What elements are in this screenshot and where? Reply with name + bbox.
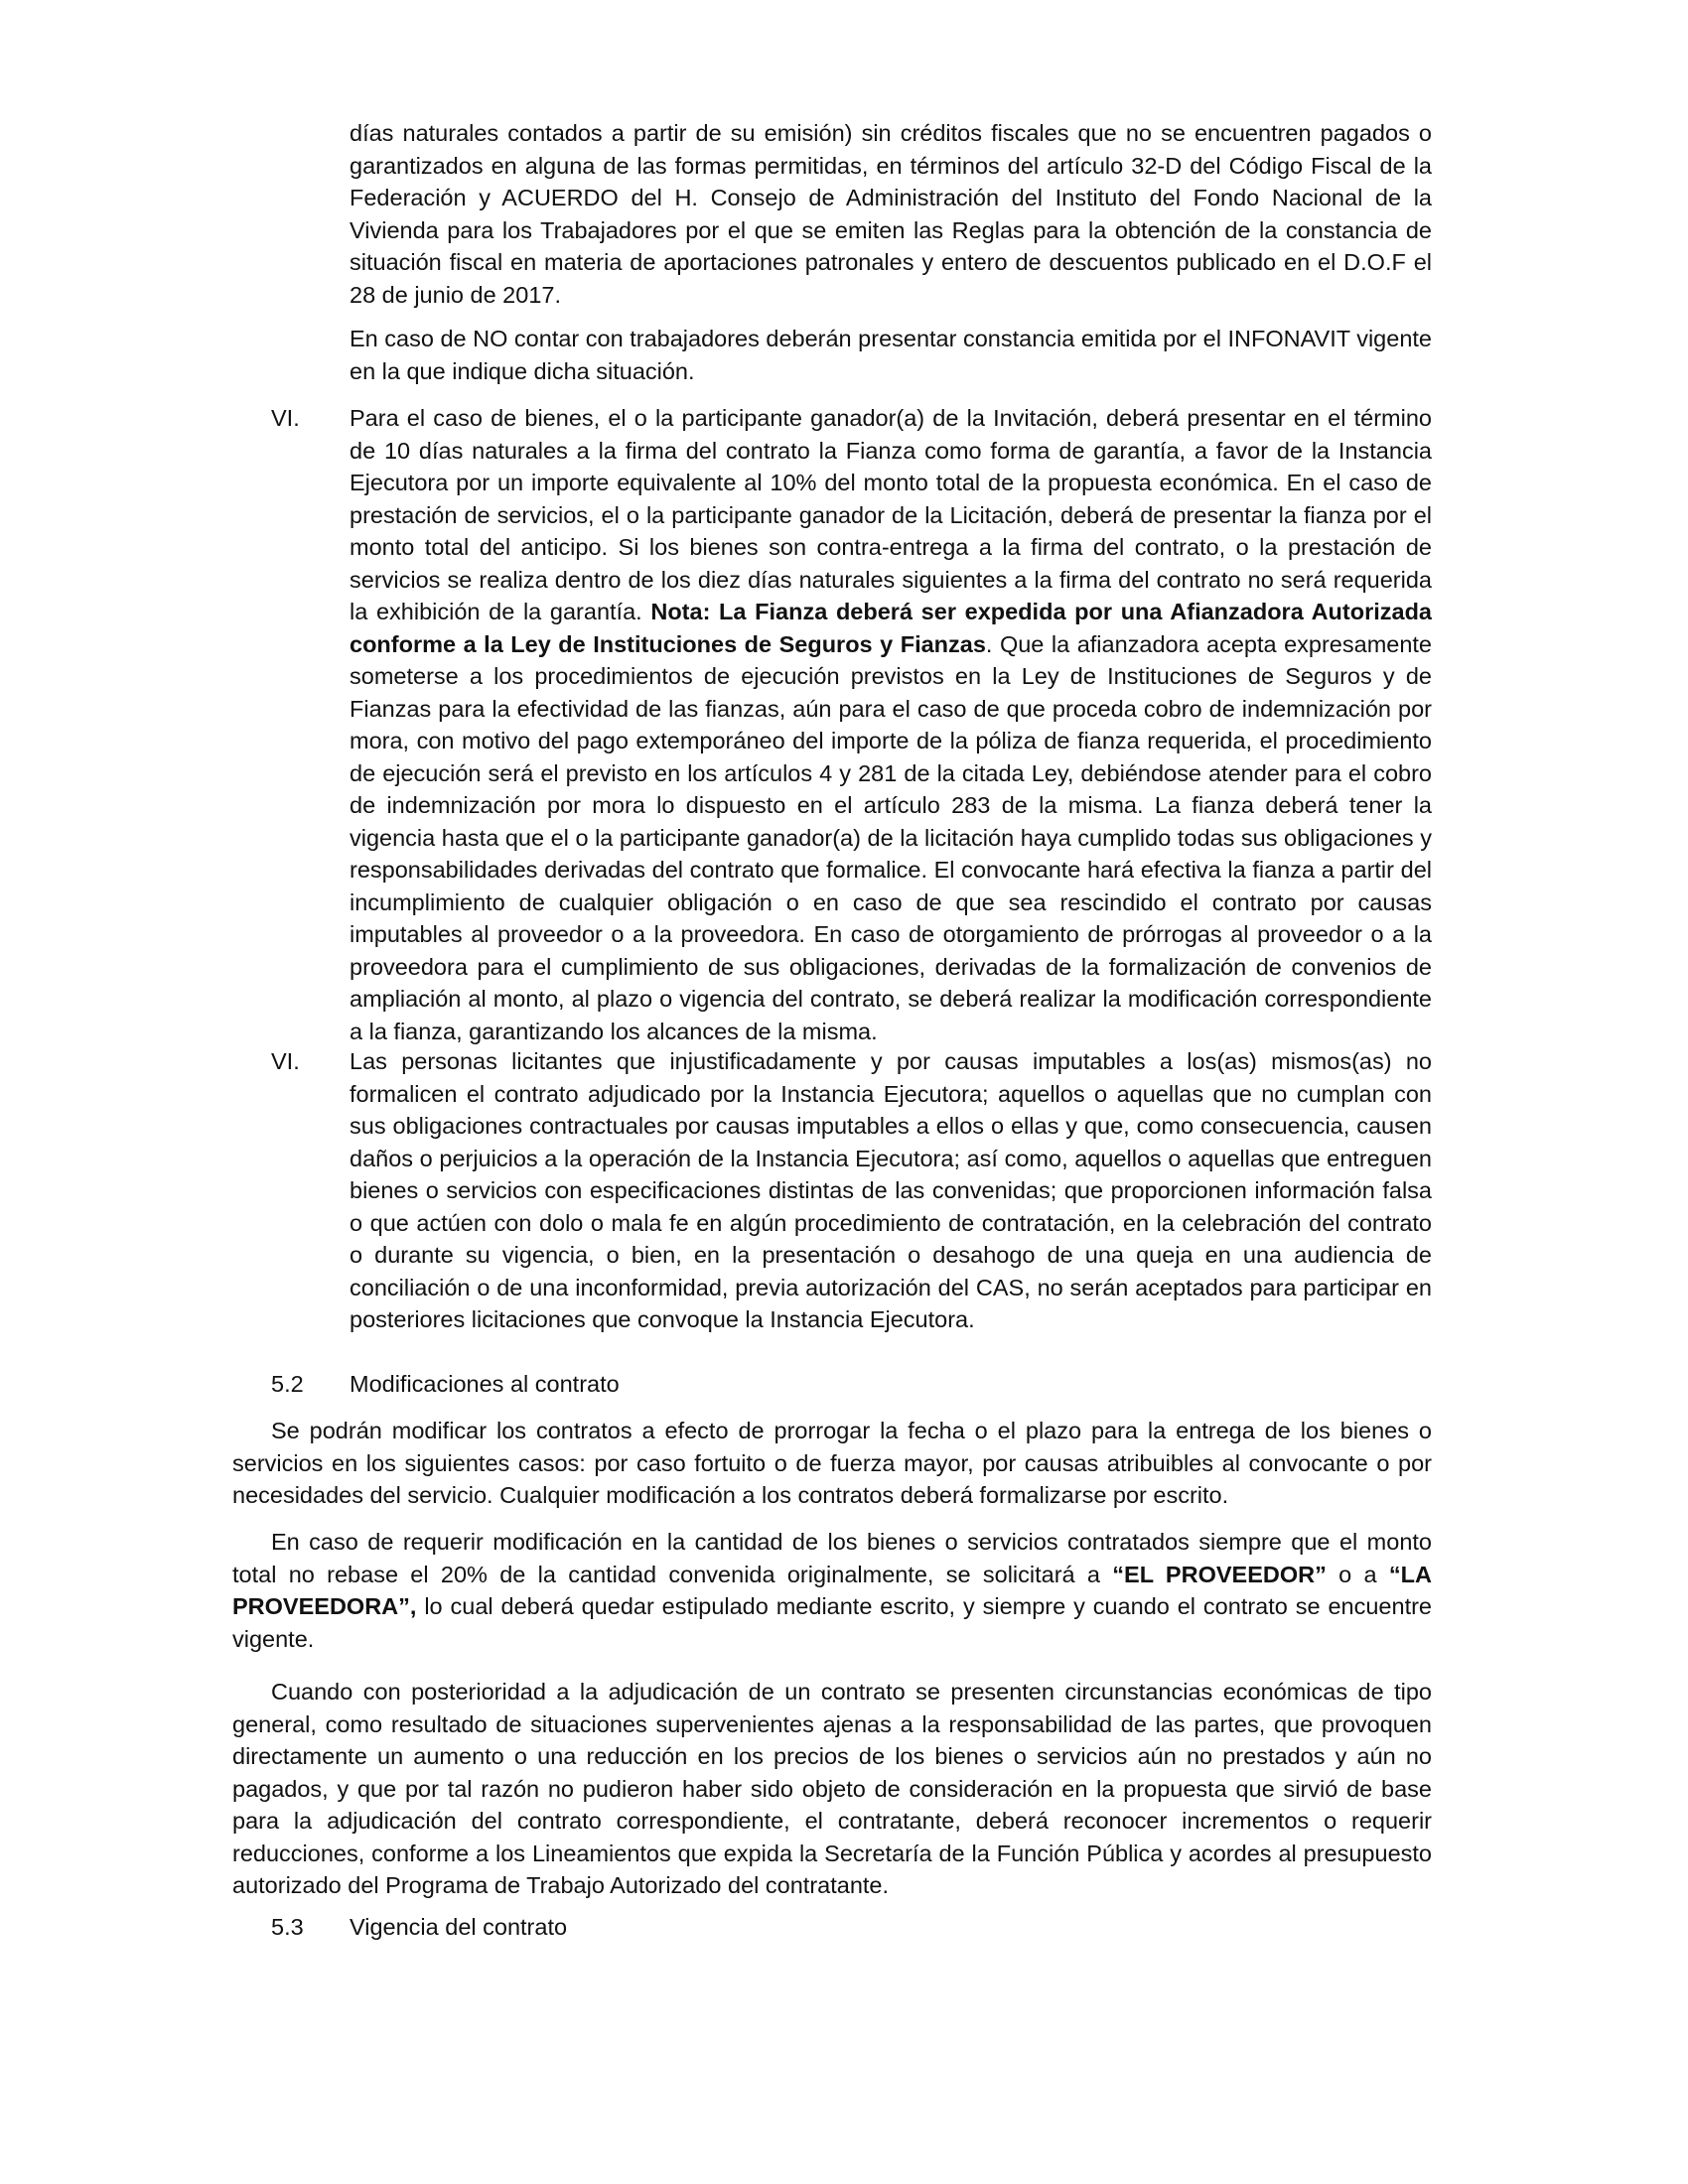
para2-text-c: lo cual deberá quedar estipulado mediante escrito, y siempre y cuando el contrato se encuentre vigente. (232, 1593, 1432, 1652)
la-proveedora-bold: “LA PROVEEDORA”, (232, 1561, 1432, 1619)
list-item-sanctions (271, 1045, 1432, 1336)
list-item-number: VI. (271, 405, 300, 431)
section-number: 5.3 (271, 1914, 304, 1940)
el-proveedor-bold: “EL PROVEEDOR” (1112, 1561, 1327, 1587)
continuation-paragraph: días naturales contados a partir de su emisión) sin créditos fiscales que no se encuentren pagados o garantizados en alguna de las formas permitidas, en términos del artículo 32-D del Código Fiscal de la Federación y ACUERDO del H. Consejo de Administración del Instituto del Fondo Nacional de la Vivienda para los Trabajadores por el que se emiten las Reglas para la obtención de la constancia de situación fiscal en materia de aportaciones patronales y entero de descuentos publicado en el D.O.F el 28 de junio de 2017. (350, 120, 1432, 308)
para2-text-a: En caso de requerir modificación en la cantidad de los bienes o servicios contratados siempre que el monto total no rebase el 20% de la cantidad convenida originalmente, se solicitará a (232, 1529, 1432, 1587)
list-item-text (350, 402, 1432, 1047)
no-workers-paragraph: En caso de NO contar con trabajadores deberán presentar constancia emitida por el INFONAVIT vigente en la que indique dicha situación. (350, 326, 1432, 384)
modification-paragraph-1: Se podrán modificar los contratos a efecto de prorrogar la fecha o el plazo para la entrega de los bienes o servicios en los siguientes casos: por caso fortuito o de fuerza mayor, por causas atribuibles al convocante o por necesidades del servicio. Cualquier modificación a los contratos deberá formalizarse por escrito. (232, 1418, 1432, 1508)
section-heading-5-3 (271, 1911, 1432, 1944)
guarantee-text-a: Para el caso de bienes, el o la participante ganador(a) de la Invitación, deberá presentar en el término de 10 días naturales a la firma del contrato la Fianza como forma de garantía, a favor de la Instancia Ejecutora por un importe equivalente al 10% del monto total de la propuesta económica. En el caso de prestación de servicios, el o la participante ganador de la Licitación, deberá de presentar la fianza por el monto total del anticipo. Si los bienes son contra-entrega a la firma del contrato, o la prestación de servicios se realiza dentro de los diez días naturales siguientes a la firma del contrato no será requerida la exhibición de la garantía. (350, 405, 1432, 624)
section-heading-5-2 (271, 1368, 1432, 1401)
section-title: Vigencia del contrato (350, 1914, 568, 1940)
modification-paragraph-3: Cuando con posterioridad a la adjudicación de un contrato se presenten circunstancias económicas de tipo general, como resultado de situaciones supervenientes ajenas a la responsabilidad de las partes, que provoquen directamente un aumento o una reducción en los precios de los bienes o servicios aún no prestados y aún no pagados, y que por tal razón no pudieron haber sido objeto de consideración en la propuesta que sirvió de base para la adjudicación del contrato correspondiente, el contratante, deberá reconocer incrementos o requerir reducciones, conforme a los Lineamientos que expida la Secretaría de la Función Pública y acordes al presupuesto autorizado del Programa de Trabajo Autorizado del contratante. (232, 1679, 1432, 1898)
list-item-number: VI. (271, 1048, 300, 1074)
list-item-text: Las personas licitantes que injustificadamente y por causas imputables a los(as) mismos(as) no formalicen el contrato adjudicado por la Instancia Ejecutora; aquellos o aquellas que no cumplan con sus obligaciones contractuales por causas imputables a ellos o ellas y que, como consecuencia, causen daños o perjuicios a la operación de la Instancia Ejecutora; así como, aquellos o aquellas que entreguen bienes o servicios con especificaciones distintas de las convenidas; que proporcionen información falsa o que actúen con dolo o mala fe en algún procedimiento de contratación, en la celebración del contrato o durante su vigencia, o bien, en la presentación o desahogo de una queja en una audiencia de conciliación o de una inconformidad, previa autorización del CAS, no serán aceptados para participar en posteriores licitaciones que convoque la Instancia Ejecutora. (350, 1048, 1432, 1332)
list-item-guarantee (271, 402, 1432, 1047)
modification-paragraph-2 (232, 1526, 1432, 1655)
para2-text-b: o a (1326, 1561, 1389, 1587)
section-title: Modificaciones al contrato (350, 1371, 620, 1397)
section-number: 5.2 (271, 1371, 304, 1397)
guarantee-note: Nota: La Fianza deberá ser expedida por una Afianzadora Autorizada conforme a la Ley de Instituciones de Seguros y Fianzas (350, 599, 1432, 657)
guarantee-text-b: . Que la afianzadora acepta expresamente someterse a los procedimientos de ejecución previstos en la Ley de Instituciones de Seguros y de Fianzas para la efectividad de las fianzas, aún para el caso de que proceda cobro de indemnización por mora, con motivo del pago extemporáneo del importe de la póliza de fianza requerida, el procedimiento de ejecución será el previsto en los artículos 4 y 281 de la citada Ley, debiéndose atender para el cobro de indemnización por mora lo dispuesto en el artículo 283 de la misma. La fianza deberá tener la vigencia hasta que el o la participante ganador(a) de la licitación haya cumplido todas sus obligaciones y responsabilidades derivadas del contrato que formalice. El convocante hará efectiva la fianza a partir del incumplimiento de cualquier obligación o en caso de que sea rescindido el contrato por causas imputables al proveedor o a la proveedora. En caso de otorgamiento de prórrogas al proveedor o a la proveedora para el cumplimiento de sus obligaciones, derivadas de la formalización de convenios de ampliación al monto, al plazo o vigencia del contrato, se deberá realizar la modificación correspondiente a la fianza, garantizando los alcances de la misma. (350, 630, 1433, 1044)
